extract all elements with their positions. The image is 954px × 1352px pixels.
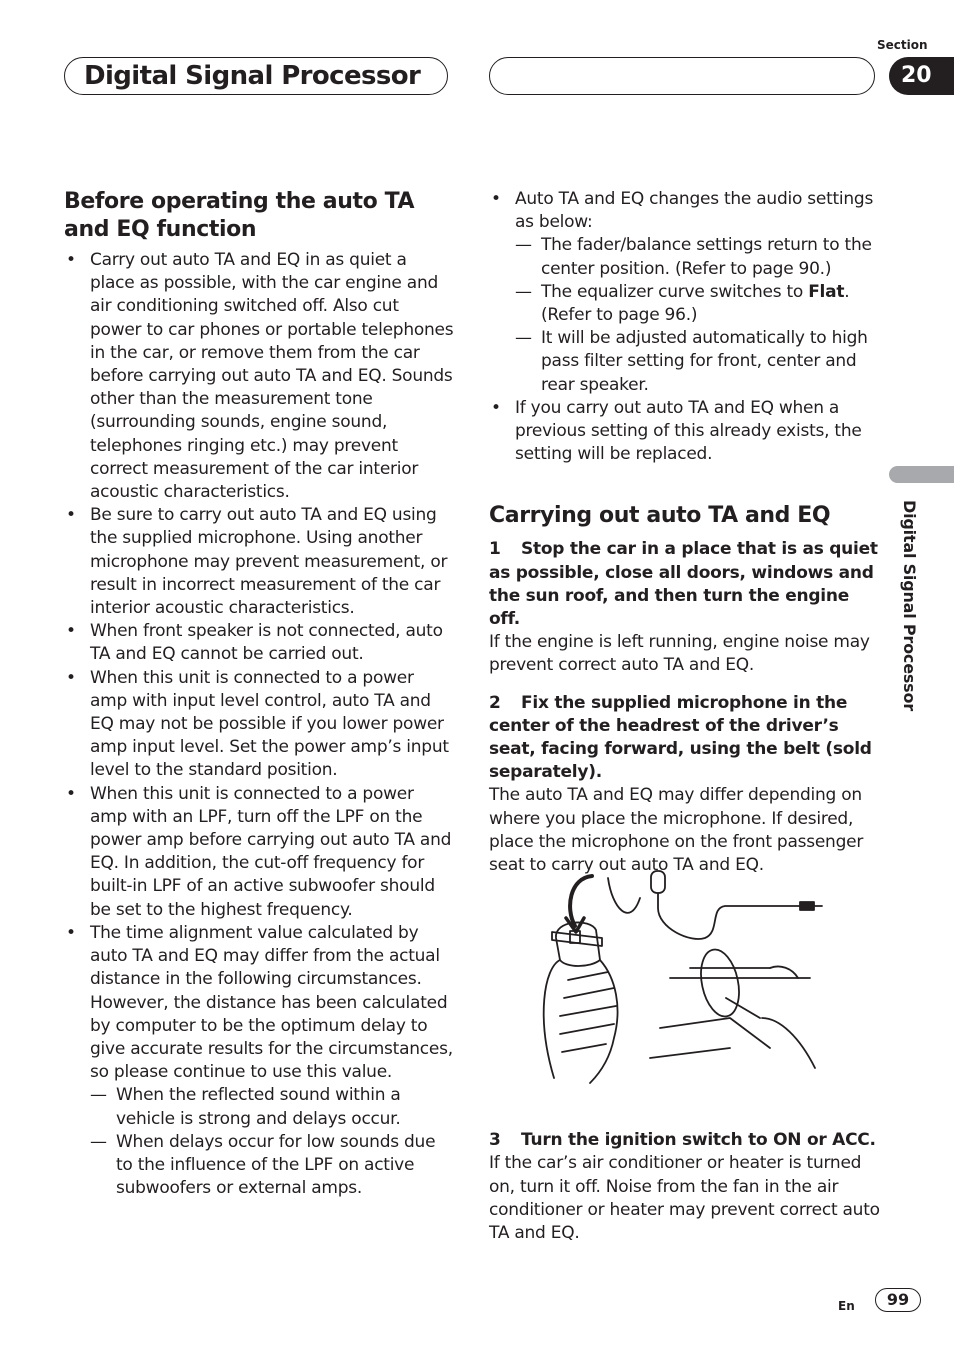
heading-carrying-out: Carrying out auto TA and EQ xyxy=(489,503,831,529)
list-item xyxy=(64,922,454,1200)
step-3-title xyxy=(489,1129,881,1152)
page-number: 99 xyxy=(875,1288,921,1312)
dash-item: — It will be adjusted automatically to high pass filter setting for front, center and rear speaker. xyxy=(515,327,881,397)
flat-setting-name: Flat xyxy=(808,281,845,302)
list-item-text: Auto TA and EQ changes the audio settings as below: xyxy=(515,189,874,233)
settings-changes-list xyxy=(515,234,881,396)
dash-item: — When delays occur for low sounds due to the influence of the LPF on active subwoofers or external amps. xyxy=(90,1131,454,1201)
step-2-body: The auto TA and EQ may differ depending on where you place the microphone. If desired, place the microphone on the front passenger seat to carry out auto TA and EQ. xyxy=(489,785,864,876)
list-item: • When this unit is connected to a power amp with an LPF, turn off the LPF on the power amp before carrying out auto TA and EQ. In addition, the cut-off frequency for built-in LPF of an active subwoofer should be set to the highest frequency. xyxy=(64,783,454,922)
side-tab-bar xyxy=(889,466,954,483)
list-item: • Carry out auto TA and EQ in as quiet a place as possible, with the car engine and air conditioning switched off. Also cut power to car phones or portable telephones in the car, or remove them from the car before carrying out auto TA and EQ. Sounds other than the measurement tone (surrounding sounds, engine sound, telephones ringing etc.) may prevent correct measurement of the car interior acoustic characteristics. xyxy=(64,249,454,504)
list-item-text: The time alignment value calculated by auto TA and EQ may differ from the actual distance in the following circumstances. However, the distance has been calculated by computer to be the optimum delay to give accurate results for the circumstances, so please continue to use this value. xyxy=(90,922,453,1083)
microphone-headrest-illustration xyxy=(530,868,830,1090)
list-item: • If you carry out auto TA and EQ when a previous setting of this already exists, the setting will be replaced. xyxy=(489,397,881,467)
heading-before-operating: Before operating the auto TA and EQ function xyxy=(64,189,415,242)
step-number: 1 xyxy=(489,539,501,560)
section-label: Section xyxy=(877,38,928,52)
dash-item: — The fader/balance settings return to the center position. (Refer to page 90.) xyxy=(515,234,881,280)
step-1-body: If the engine is left running, engine noise may prevent correct auto TA and EQ. xyxy=(489,632,870,676)
step-title-text: Turn the ignition switch to ON or ACC. xyxy=(521,1130,876,1151)
list-item: • Be sure to carry out auto TA and EQ using the supplied microphone. Using another microphone may prevent measurement, or result in incorrect measurement of the car interior acoustic characteristics. xyxy=(64,504,454,620)
step-title-text: Fix the supplied microphone in the center of the headrest of the driver’s seat, facing forward, using the belt (sold separately). xyxy=(489,692,872,783)
header-blank-frame xyxy=(489,57,875,95)
dash-item: — When the reflected sound within a vehicle is strong and delays occur. xyxy=(90,1084,454,1130)
list-item: • When front speaker is not connected, auto TA and EQ cannot be carried out. xyxy=(64,620,454,666)
step-3-body: If the car’s air conditioner or heater is turned on, turn it off. Noise from the fan in the air conditioner or heater may prevent correct auto TA and EQ. xyxy=(489,1153,880,1244)
dash-item xyxy=(515,281,881,327)
list-item xyxy=(489,188,881,397)
section-number-badge: 20 xyxy=(889,57,954,95)
settings-list xyxy=(489,188,881,466)
step-2-title xyxy=(489,692,881,785)
side-tab-label: Digital Signal Processor xyxy=(900,500,919,711)
precautions-list xyxy=(64,249,454,1200)
page-title: Digital Signal Processor xyxy=(84,61,421,91)
dash-text: The equalizer curve switches to xyxy=(541,281,809,302)
step-1-title xyxy=(489,538,881,631)
left-column xyxy=(64,188,454,1200)
dash-text: . (Refer to page 96.) xyxy=(541,281,850,326)
list-item: • When this unit is connected to a power amp with input level control, auto TA and EQ may not be possible if you lower power amp input level. Set the power amp’s input level to the standard position. xyxy=(64,667,454,783)
step-number: 2 xyxy=(489,692,501,713)
step-number: 3 xyxy=(489,1130,501,1151)
language-label: En xyxy=(838,1299,855,1313)
circumstances-list xyxy=(90,1084,454,1200)
step-title-text: Stop the car in a place that is as quiet as possible, close all doors, windows and the sun roof, and then turn the engine off. xyxy=(489,539,878,630)
